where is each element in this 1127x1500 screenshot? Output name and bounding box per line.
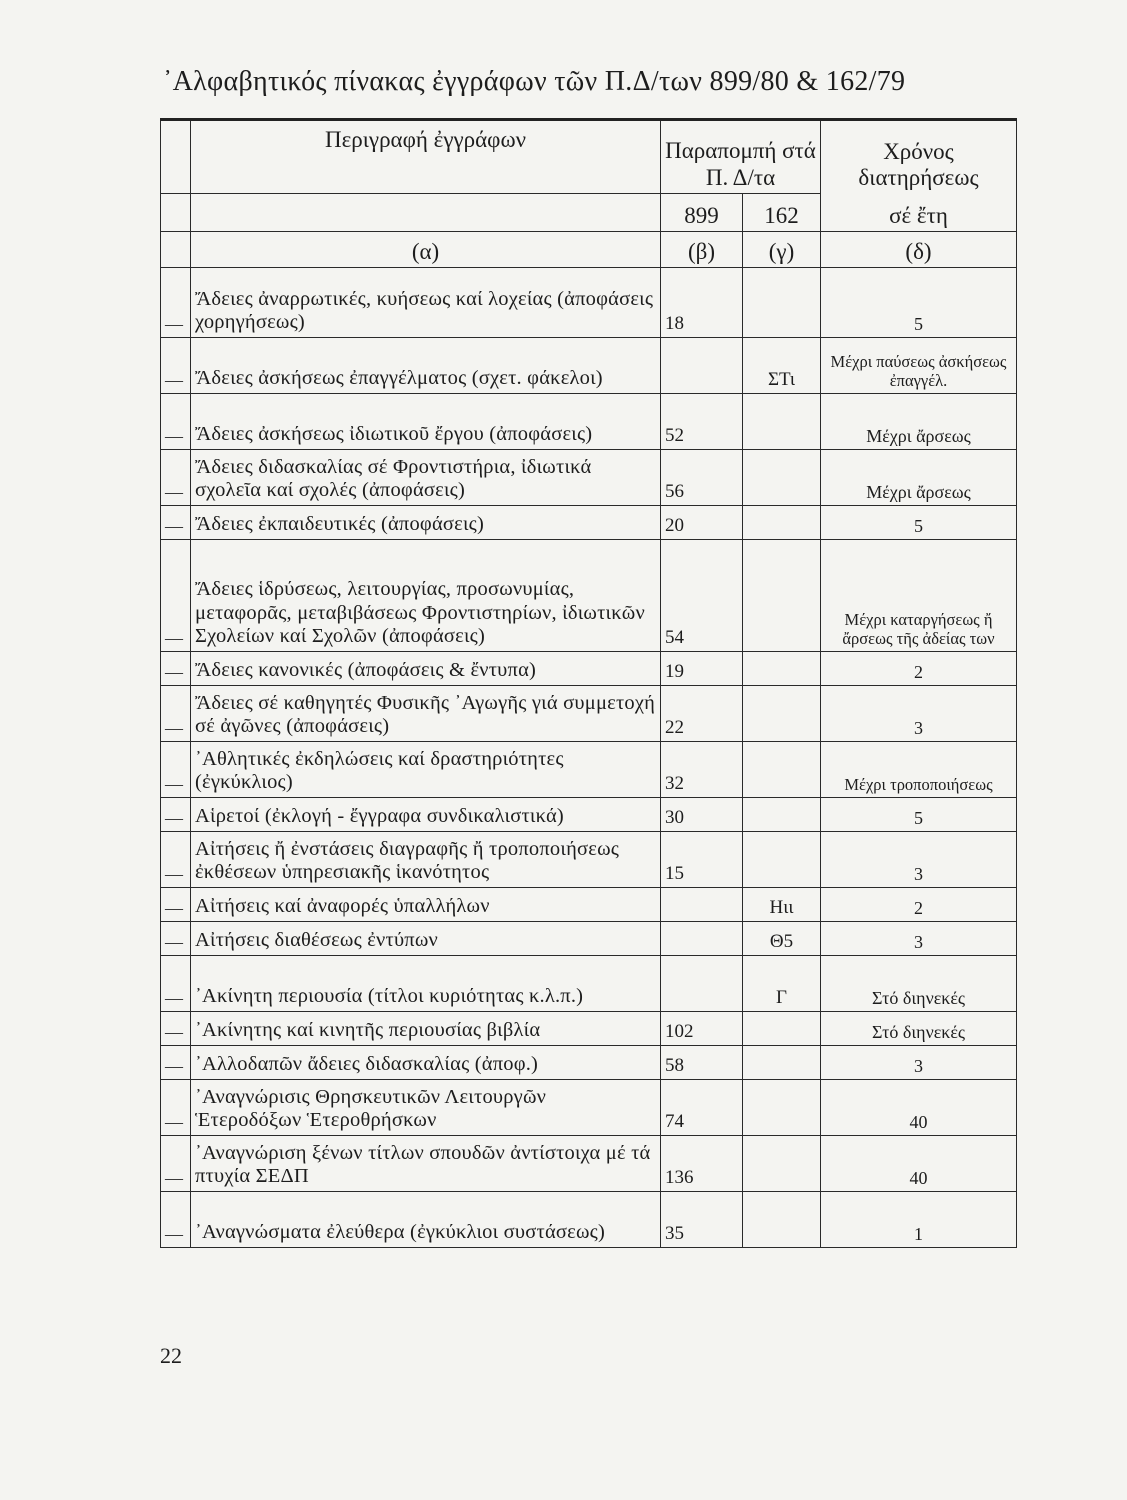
row-retention: 5 bbox=[821, 506, 1017, 540]
row-description: Αἱρετοί (ἐκλογή - ἔγγραφα συνδικαλιστικά) bbox=[191, 798, 661, 832]
table-row bbox=[161, 1136, 1017, 1192]
row-retention: 3 bbox=[821, 832, 1017, 888]
row-retention: 2 bbox=[821, 652, 1017, 686]
table-row bbox=[161, 686, 1017, 742]
table-row bbox=[161, 338, 1017, 394]
row-ref-899 bbox=[661, 338, 743, 394]
row-ref-162: ΣΤι bbox=[743, 338, 821, 394]
row-retention: 3 bbox=[821, 1046, 1017, 1080]
row-retention: 3 bbox=[821, 922, 1017, 956]
row-ref-899: 136 bbox=[661, 1136, 743, 1192]
row-dash: — bbox=[161, 832, 191, 888]
header-blank-cell bbox=[161, 120, 191, 194]
row-description: Ἄδειες διδασκαλίας σέ Φροντιστήρια, ἰδιωτικά σχολεῖα καί σχολές (ἀποφάσεις) bbox=[191, 450, 661, 506]
row-retention: Στό διηνεκές bbox=[821, 1012, 1017, 1046]
table-row bbox=[161, 956, 1017, 1012]
row-ref-899 bbox=[661, 956, 743, 1012]
row-ref-899 bbox=[661, 922, 743, 956]
row-ref-899: 35 bbox=[661, 1192, 743, 1248]
row-ref-899: 52 bbox=[661, 394, 743, 450]
row-retention: 40 bbox=[821, 1080, 1017, 1136]
row-ref-162 bbox=[743, 742, 821, 798]
row-dash: — bbox=[161, 506, 191, 540]
row-ref-162 bbox=[743, 832, 821, 888]
row-description: ᾿Αναγνώσματα ἐλεύθερα (ἐγκύκλιοι συστάσεως) bbox=[191, 1192, 661, 1248]
row-dash: — bbox=[161, 798, 191, 832]
label-d: (δ) bbox=[821, 232, 1017, 268]
row-ref-899: 22 bbox=[661, 686, 743, 742]
table-row bbox=[161, 1012, 1017, 1046]
row-dash: — bbox=[161, 652, 191, 686]
row-description: ᾿Αναγνώριση ξένων τίτλων σπουδῶν ἀντίστοιχα μέ τά πτυχία ΣΕΔΠ bbox=[191, 1136, 661, 1192]
row-retention: Μέχρι καταργήσεως ἤ ἄρσεως τῆς ἀδείας των bbox=[821, 540, 1017, 652]
row-dash: — bbox=[161, 338, 191, 394]
row-ref-899: 30 bbox=[661, 798, 743, 832]
row-description: Ἄδειες ἐκπαιδευτικές (ἀποφάσεις) bbox=[191, 506, 661, 540]
row-ref-162 bbox=[743, 1012, 821, 1046]
row-ref-899: 54 bbox=[661, 540, 743, 652]
row-retention: Μέχρι παύσεως ἀσκήσεως ἐπαγγέλ. bbox=[821, 338, 1017, 394]
row-description: ᾿Ακίνητη περιουσία (τίτλοι κυριότητας κ.λ.π.) bbox=[191, 956, 661, 1012]
row-ref-162: Θ5 bbox=[743, 922, 821, 956]
row-ref-162 bbox=[743, 506, 821, 540]
row-dash: — bbox=[161, 956, 191, 1012]
row-retention: Μέχρι ἄρσεως bbox=[821, 450, 1017, 506]
row-dash: — bbox=[161, 888, 191, 922]
table-row bbox=[161, 450, 1017, 506]
row-ref-162 bbox=[743, 1046, 821, 1080]
header-col-162: 162 bbox=[743, 194, 821, 232]
table-row bbox=[161, 1192, 1017, 1248]
row-retention: 40 bbox=[821, 1136, 1017, 1192]
row-dash: — bbox=[161, 686, 191, 742]
row-description: ᾿Αθλητικές ἐκδηλώσεις καί δραστηριότητες (ἐγκύκλιος) bbox=[191, 742, 661, 798]
table-row bbox=[161, 798, 1017, 832]
row-ref-162: Γ bbox=[743, 956, 821, 1012]
row-description: Ἄδειες κανονικές (ἀποφάσεις & ἔντυπα) bbox=[191, 652, 661, 686]
row-description: Αἰτήσεις διαθέσεως ἐντύπων bbox=[191, 922, 661, 956]
row-dash: — bbox=[161, 922, 191, 956]
row-ref-162 bbox=[743, 394, 821, 450]
row-dash: — bbox=[161, 1136, 191, 1192]
row-description: Αἰτήσεις ἤ ἐνστάσεις διαγραφῆς ἤ τροποποιήσεως ἐκθέσεων ὑπηρεσιακῆς ἱκανότητος bbox=[191, 832, 661, 888]
row-ref-162 bbox=[743, 268, 821, 338]
row-ref-162 bbox=[743, 1136, 821, 1192]
row-description: ᾿Αλλοδαπῶν ἄδειες διδασκαλίας (ἀποφ.) bbox=[191, 1046, 661, 1080]
row-ref-162: Ηιι bbox=[743, 888, 821, 922]
row-ref-162 bbox=[743, 686, 821, 742]
header-retention bbox=[821, 120, 1017, 194]
header-retention-line3: σέ ἔτη bbox=[821, 194, 1017, 232]
header-retention-line2: διατηρήσεως bbox=[858, 165, 979, 191]
row-dash: — bbox=[161, 1192, 191, 1248]
row-ref-899: 20 bbox=[661, 506, 743, 540]
label-a: (α) bbox=[191, 232, 661, 268]
row-description: Ἄδειες ἱδρύσεως, λειτουργίας, προσωνυμίας, μεταφορᾶς, μεταβιβάσεως Φροντιστηρίων, ἰδιωτικῶν Σχολείων καί Σχολῶν (ἀποφάσεις) bbox=[191, 540, 661, 652]
label-b: (β) bbox=[661, 232, 743, 268]
row-dash: — bbox=[161, 394, 191, 450]
label-c: (γ) bbox=[743, 232, 821, 268]
page-title: ᾿Αλφαβητικός πίνακας ἐγγράφων τῶν Π.Δ/των 899/80 & 162/79 bbox=[163, 66, 906, 97]
row-ref-162 bbox=[743, 540, 821, 652]
row-description: ᾿Αναγνώρισις Θρησκευτικῶν Λειτουργῶν Ἑτεροδόξων Ἑτεροθρήσκων bbox=[191, 1080, 661, 1136]
row-description: Ἄδειες ἀσκήσεως ἐπαγγέλματος (σχετ. φάκελοι) bbox=[191, 338, 661, 394]
table-row bbox=[161, 652, 1017, 686]
row-retention: 5 bbox=[821, 268, 1017, 338]
table-row bbox=[161, 506, 1017, 540]
table-row bbox=[161, 394, 1017, 450]
row-ref-899: 19 bbox=[661, 652, 743, 686]
row-retention: 1 bbox=[821, 1192, 1017, 1248]
row-ref-899: 74 bbox=[661, 1080, 743, 1136]
row-ref-899: 102 bbox=[661, 1012, 743, 1046]
row-ref-899 bbox=[661, 888, 743, 922]
table-row bbox=[161, 1046, 1017, 1080]
row-retention: 5 bbox=[821, 798, 1017, 832]
page-number: 22 bbox=[160, 1343, 182, 1368]
header-retention-line1: Χρόνος bbox=[883, 138, 954, 164]
row-ref-899: 15 bbox=[661, 832, 743, 888]
row-dash: — bbox=[161, 1046, 191, 1080]
row-description: Ἄδειες ἀναρρωτικές, κυήσεως καί λοχείας (ἀποφάσεις χορηγήσεως) bbox=[191, 268, 661, 338]
table-row bbox=[161, 268, 1017, 338]
table-row bbox=[161, 888, 1017, 922]
table-row bbox=[161, 922, 1017, 956]
row-description: Ἄδειες ἀσκήσεως ἰδιωτικοῦ ἔργου (ἀποφάσεις) bbox=[191, 394, 661, 450]
row-retention: 3 bbox=[821, 686, 1017, 742]
row-ref-899: 56 bbox=[661, 450, 743, 506]
table-row bbox=[161, 540, 1017, 652]
row-dash: — bbox=[161, 1080, 191, 1136]
row-retention: Μέχρι τροποποιήσεως bbox=[821, 742, 1017, 798]
row-ref-162 bbox=[743, 1080, 821, 1136]
header-col-899: 899 bbox=[661, 194, 743, 232]
row-ref-162 bbox=[743, 450, 821, 506]
row-dash: — bbox=[161, 268, 191, 338]
row-description: Αἰτήσεις καί ἀναφορές ὑπαλλήλων bbox=[191, 888, 661, 922]
documents-table bbox=[160, 118, 1017, 1248]
row-retention: 2 bbox=[821, 888, 1017, 922]
row-ref-162 bbox=[743, 1192, 821, 1248]
header-description: Περιγραφή ἐγγράφων bbox=[191, 120, 661, 194]
row-description: ᾿Ακίνητης καί κινητῆς περιουσίας βιβλία bbox=[191, 1012, 661, 1046]
row-ref-899: 32 bbox=[661, 742, 743, 798]
row-ref-899: 18 bbox=[661, 268, 743, 338]
row-retention: Μέχρι ἄρσεως bbox=[821, 394, 1017, 450]
row-ref-162 bbox=[743, 798, 821, 832]
table-row bbox=[161, 832, 1017, 888]
table-row bbox=[161, 1080, 1017, 1136]
row-dash: — bbox=[161, 450, 191, 506]
row-dash: — bbox=[161, 540, 191, 652]
row-dash: — bbox=[161, 1012, 191, 1046]
row-retention: Στό διηνεκές bbox=[821, 956, 1017, 1012]
row-description: Ἄδειες σέ καθηγητές Φυσικῆς ᾿Αγωγῆς γιά συμμετοχή σέ ἀγῶνες (ἀποφάσεις) bbox=[191, 686, 661, 742]
row-dash: — bbox=[161, 742, 191, 798]
table-row bbox=[161, 742, 1017, 798]
header-reference: Παραπομπή στά Π. Δ/τα bbox=[661, 120, 821, 194]
row-ref-162 bbox=[743, 652, 821, 686]
row-ref-899: 58 bbox=[661, 1046, 743, 1080]
